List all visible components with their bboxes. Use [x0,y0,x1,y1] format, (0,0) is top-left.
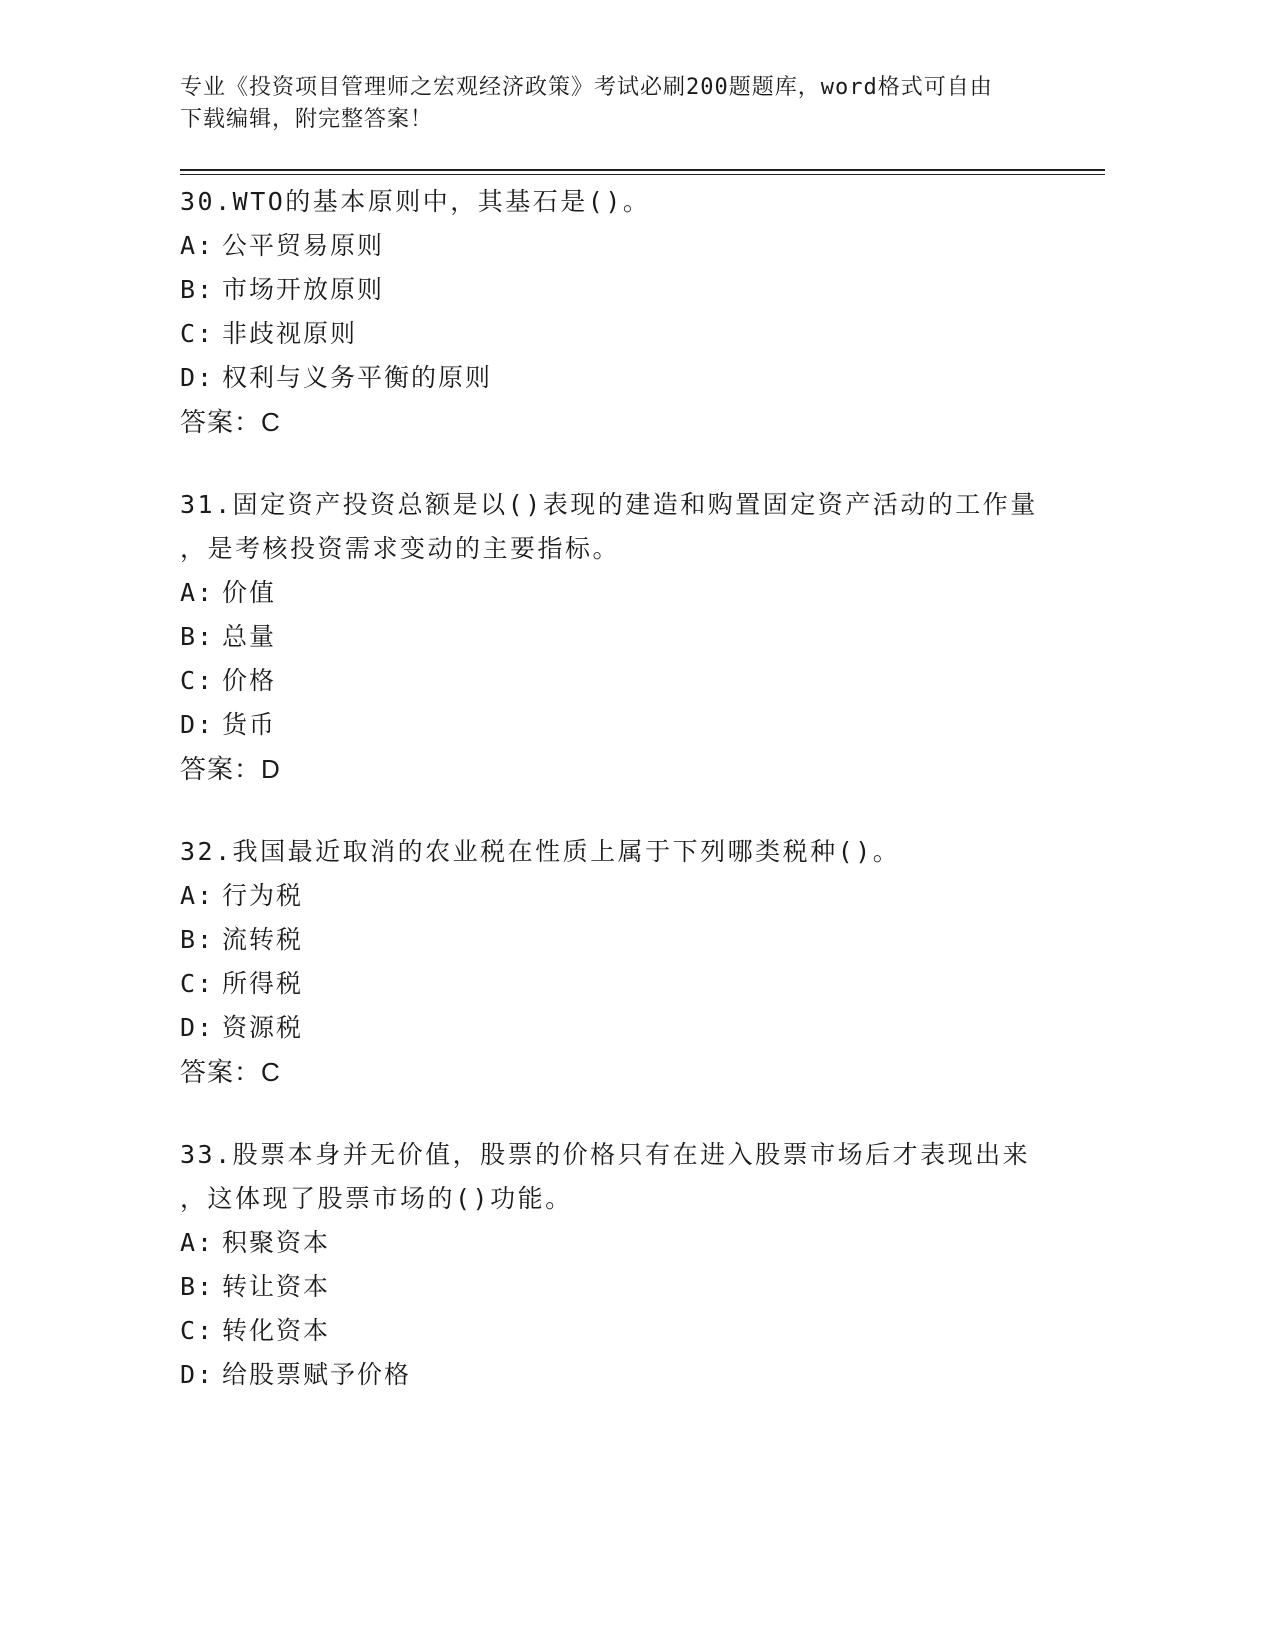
option-text: 市场开放原则 [222,275,385,304]
question-stem [180,830,1040,874]
option-d [180,1353,1040,1397]
option-d [180,1006,1040,1050]
option-a [180,224,1040,268]
option-text: 行为税 [222,881,304,910]
option-text: 所得税 [222,969,304,998]
option-key: D: [180,1360,215,1389]
option-text: 非歧视原则 [222,319,358,348]
option-text: 积聚资本 [222,1228,331,1257]
option-a [180,874,1040,918]
option-d [180,356,1040,400]
option-key: B: [180,1272,215,1301]
option-key: D: [180,363,215,392]
option-text: 资源税 [222,1013,304,1042]
question-stem [180,1133,1040,1221]
option-text: 价值 [222,578,277,607]
option-c [180,312,1040,356]
question-31 [180,483,1040,791]
option-b [180,615,1040,659]
option-key: A: [180,231,215,260]
option-text: 给股票赋予价格 [222,1360,412,1389]
option-text: 权利与义务平衡的原则 [222,363,493,392]
header-divider-thin [180,174,1105,175]
option-b [180,268,1040,312]
stem-line: 33.股票本身并无价值，股票的价格只有在进入股票市场后才表现出来 [180,1140,1031,1169]
option-key: A: [180,881,215,910]
stem-line: 30.WTO的基本原则中，其基石是()。 [180,187,651,216]
option-key: D: [180,710,215,739]
option-key: C: [180,319,215,348]
answer-line: 答案：D [180,754,281,784]
option-key: C: [180,969,215,998]
option-text: 转让资本 [222,1272,331,1301]
answer-line: 答案：C [180,407,281,437]
option-b [180,1265,1040,1309]
header-divider-thick [180,169,1105,171]
option-c [180,962,1040,1006]
option-text: 总量 [222,622,277,651]
option-text: 货币 [222,710,277,739]
option-key: B: [180,622,215,651]
answer-line: 答案：C [180,1057,281,1087]
question-30 [180,180,1040,444]
question-33 [180,1133,1040,1397]
header-line-1: 专业《投资项目管理师之宏观经济政策》考试必刷200题题库，word格式可自由 [180,75,993,100]
header-line-2: 下载编辑，附完整答案！ [180,107,434,132]
option-key: A: [180,578,215,607]
stem-line: 32.我国最近取消的农业税在性质上属于下列哪类税种()。 [180,837,901,866]
option-a [180,1221,1040,1265]
document-header [180,72,1040,136]
question-list [180,180,1040,1436]
option-key: B: [180,925,215,954]
option-c [180,659,1040,703]
option-key: D: [180,1013,215,1042]
option-text: 公平贸易原则 [222,231,385,260]
option-a [180,571,1040,615]
stem-line: ，这体现了股票市场的()功能。 [180,1184,573,1213]
option-text: 转化资本 [222,1316,331,1345]
option-d [180,703,1040,747]
option-key: C: [180,666,215,695]
option-text: 价格 [222,666,277,695]
option-key: B: [180,275,215,304]
option-key: C: [180,1316,215,1345]
stem-line: 31.固定资产投资总额是以()表现的建造和购置固定资产活动的工作量 [180,490,1038,519]
stem-line: ，是考核投资需求变动的主要指标。 [180,534,621,563]
question-stem [180,180,1040,224]
option-key: A: [180,1228,215,1257]
option-c [180,1309,1040,1353]
option-text: 流转税 [222,925,304,954]
question-32 [180,830,1040,1094]
question-stem [180,483,1040,571]
option-b [180,918,1040,962]
